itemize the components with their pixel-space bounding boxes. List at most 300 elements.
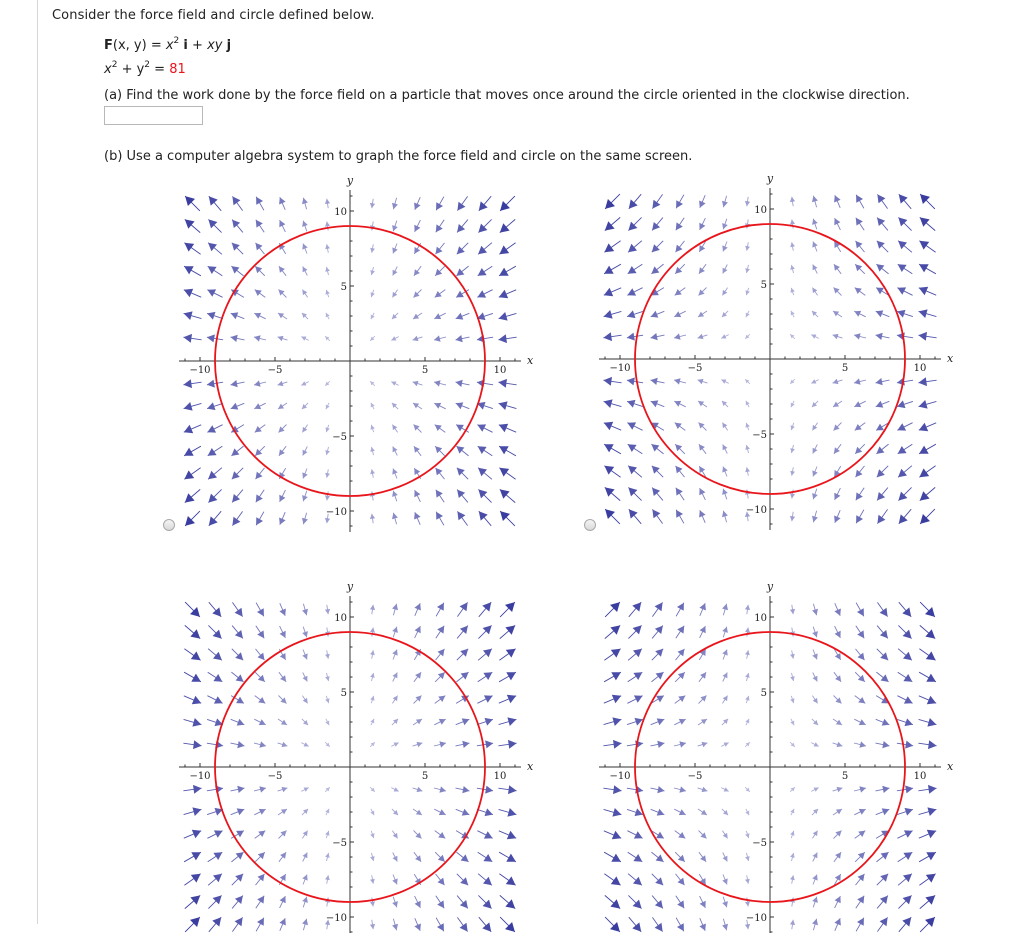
field-arrow-icon xyxy=(603,740,621,749)
field-arrow-icon xyxy=(457,220,468,233)
field-arrow-icon xyxy=(456,741,470,748)
field-arrow-icon xyxy=(185,895,200,908)
field-arrow-icon xyxy=(302,650,307,660)
field-arrow-icon xyxy=(391,382,398,386)
field-arrow-icon xyxy=(699,488,705,500)
field-arrow-icon xyxy=(499,808,517,817)
field-arrow-icon xyxy=(856,195,864,209)
field-arrow-icon xyxy=(413,719,422,725)
field-arrow-icon xyxy=(280,896,286,908)
field-arrow-icon xyxy=(627,718,643,726)
svg-text:x: x xyxy=(947,760,954,773)
field-arrow-icon xyxy=(415,896,421,908)
field-arrow-icon xyxy=(722,627,728,638)
field-arrow-icon xyxy=(392,244,397,254)
field-arrow-icon xyxy=(675,696,686,704)
field-arrow-icon xyxy=(722,401,728,407)
field-arrow-icon xyxy=(856,896,864,908)
field-arrow-icon xyxy=(392,696,397,704)
field-arrow-icon xyxy=(898,874,912,886)
field-arrow-icon xyxy=(920,602,935,617)
field-arrow-icon xyxy=(675,672,685,682)
field-arrow-icon xyxy=(498,785,516,794)
field-arrow-icon xyxy=(676,195,684,209)
field-arrow-icon xyxy=(183,740,201,749)
field-arrow-icon xyxy=(184,402,202,411)
field-arrow-icon xyxy=(392,809,398,815)
field-arrow-icon xyxy=(746,311,750,317)
field-arrow-icon xyxy=(897,696,912,704)
field-arrow-icon xyxy=(854,809,865,815)
field-arrow-icon xyxy=(676,241,685,252)
field-arrow-icon xyxy=(303,673,308,682)
field-arrow-icon xyxy=(722,311,728,317)
field-arrow-icon xyxy=(603,785,621,794)
field-arrow-icon xyxy=(185,917,200,932)
field-arrow-icon xyxy=(413,336,423,341)
svg-text:5: 5 xyxy=(760,688,767,699)
field-arrow-icon xyxy=(414,197,421,210)
field-arrow-icon xyxy=(326,290,330,297)
field-arrow-icon xyxy=(856,466,865,477)
field-arrow-icon xyxy=(605,217,620,230)
field-arrow-icon xyxy=(434,403,445,409)
field-arrow-icon xyxy=(478,649,492,661)
svg-text:−5: −5 xyxy=(267,365,283,376)
field-arrow-icon xyxy=(393,267,398,276)
field-arrow-icon xyxy=(745,220,750,229)
field-arrow-icon xyxy=(207,425,222,433)
field-arrow-icon xyxy=(897,332,913,340)
field-arrow-icon xyxy=(231,808,245,815)
svg-text:5: 5 xyxy=(421,365,429,376)
field-arrow-icon xyxy=(834,488,840,500)
field-arrow-icon xyxy=(834,852,841,862)
field-arrow-icon xyxy=(651,809,665,816)
field-arrow-icon xyxy=(698,719,707,725)
field-arrow-icon xyxy=(652,241,663,252)
field-arrow-icon xyxy=(184,649,200,661)
field-arrow-icon xyxy=(436,626,444,638)
field-arrow-icon xyxy=(256,896,264,908)
field-arrow-icon xyxy=(605,895,620,908)
field-arrow-icon xyxy=(876,808,890,815)
field-arrow-icon xyxy=(919,874,935,886)
field-arrow-icon xyxy=(325,381,330,386)
problem-intro: Consider the force field and circle defined below. xyxy=(52,8,375,23)
field-arrow-icon xyxy=(371,425,375,432)
field-arrow-icon xyxy=(184,266,201,276)
field-arrow-icon xyxy=(370,650,375,658)
field-arrow-icon xyxy=(303,447,308,456)
svg-text:−10: −10 xyxy=(745,505,767,516)
field-arrow-icon xyxy=(456,672,468,682)
field-arrow-icon xyxy=(479,917,491,932)
field-arrow-icon xyxy=(477,312,493,320)
field-arrow-icon xyxy=(325,853,330,861)
svg-text:10: 10 xyxy=(754,205,767,216)
field-arrow-icon xyxy=(722,219,728,230)
field-arrow-icon xyxy=(370,787,375,792)
field-arrow-icon xyxy=(302,627,308,638)
field-arrow-icon xyxy=(208,446,223,456)
field-arrow-icon xyxy=(897,785,913,793)
field-arrow-icon xyxy=(231,266,243,276)
field-arrow-icon xyxy=(745,719,749,725)
field-arrow-icon xyxy=(651,852,663,862)
field-arrow-icon xyxy=(652,626,663,639)
field-arrow-icon xyxy=(232,626,243,639)
field-arrow-icon xyxy=(877,488,888,501)
field-arrow-icon xyxy=(370,605,375,614)
field-arrow-icon xyxy=(498,334,516,343)
field-arrow-icon xyxy=(676,649,685,660)
field-arrow-icon xyxy=(185,602,200,617)
field-arrow-icon xyxy=(500,625,515,638)
field-arrow-icon xyxy=(254,380,266,386)
field-arrow-icon xyxy=(628,874,642,886)
field-arrow-icon xyxy=(790,787,795,792)
field-arrow-icon xyxy=(254,809,265,815)
field-arrow-icon xyxy=(370,673,375,681)
field-arrow-icon xyxy=(854,333,866,339)
field-arrow-icon xyxy=(834,218,840,230)
field-arrow-icon xyxy=(392,290,397,298)
field-arrow-icon xyxy=(435,446,445,456)
field-arrow-icon xyxy=(790,334,795,339)
field-arrow-icon xyxy=(232,896,243,909)
field-arrow-icon xyxy=(325,267,330,275)
field-arrow-icon xyxy=(302,469,307,479)
field-arrow-icon xyxy=(791,311,795,317)
field-arrow-icon xyxy=(604,264,621,274)
field-arrow-icon xyxy=(876,786,890,793)
field-arrow-icon xyxy=(855,672,865,682)
field-arrow-icon xyxy=(790,628,795,637)
field-arrow-icon xyxy=(674,333,686,339)
field-arrow-icon xyxy=(500,511,515,526)
field-arrow-icon xyxy=(676,488,684,500)
field-arrow-icon xyxy=(435,672,445,682)
field-arrow-icon xyxy=(877,626,888,639)
field-arrow-icon xyxy=(326,425,330,432)
field-arrow-icon xyxy=(207,289,222,297)
svg-text:−5: −5 xyxy=(687,363,703,374)
field-arrow-icon xyxy=(231,852,243,862)
field-arrow-icon xyxy=(370,853,375,861)
field-arrow-icon xyxy=(604,310,622,319)
field-arrow-icon xyxy=(855,288,866,296)
field-arrow-icon xyxy=(919,696,936,704)
radio-option-1[interactable] xyxy=(163,519,175,531)
field-arrow-icon xyxy=(456,266,468,276)
svg-text:5: 5 xyxy=(421,771,429,782)
svg-text:5: 5 xyxy=(340,282,347,293)
field-arrow-icon xyxy=(652,649,663,660)
field-arrow-icon xyxy=(185,489,200,502)
field-arrow-icon xyxy=(627,422,642,430)
field-arrow-icon xyxy=(231,672,243,682)
field-arrow-icon xyxy=(604,422,621,430)
field-arrow-icon xyxy=(479,511,491,526)
field-arrow-icon xyxy=(256,626,264,638)
field-arrow-icon xyxy=(628,895,641,908)
field-arrow-icon xyxy=(256,649,265,660)
field-arrow-icon xyxy=(414,490,420,502)
field-arrow-icon xyxy=(279,290,287,298)
field-arrow-icon xyxy=(413,809,422,815)
field-arrow-icon xyxy=(325,875,330,883)
field-arrow-icon xyxy=(392,875,397,885)
field-arrow-icon xyxy=(302,875,307,885)
field-arrow-icon xyxy=(232,649,243,660)
field-arrow-icon xyxy=(325,650,330,658)
field-arrow-icon xyxy=(232,602,242,616)
field-arrow-icon xyxy=(370,742,375,747)
field-arrow-icon xyxy=(856,218,864,230)
field-arrow-icon xyxy=(370,628,375,637)
field-arrow-icon xyxy=(435,290,446,298)
field-arrow-icon xyxy=(325,673,330,681)
field-arrow-icon xyxy=(833,742,843,747)
svg-text:y: y xyxy=(346,174,354,187)
field-arrow-icon xyxy=(301,337,308,341)
field-arrow-icon xyxy=(325,787,330,792)
field-arrow-icon xyxy=(833,719,842,725)
field-arrow-icon xyxy=(207,808,223,816)
field-arrow-icon xyxy=(302,244,307,254)
field-arrow-icon xyxy=(604,444,621,454)
field-arrow-icon xyxy=(457,874,468,885)
field-arrow-icon xyxy=(811,742,818,746)
field-arrow-icon xyxy=(302,221,308,232)
field-arrow-icon xyxy=(256,603,264,617)
field-arrow-icon xyxy=(605,625,620,638)
field-arrow-icon xyxy=(722,897,728,908)
field-arrow-icon xyxy=(898,672,913,682)
field-arrow-icon xyxy=(919,830,936,838)
field-arrow-icon xyxy=(498,740,516,749)
field-arrow-icon xyxy=(877,874,888,885)
svg-text:x: x xyxy=(527,760,534,773)
svg-text:−5: −5 xyxy=(752,430,767,441)
left-border xyxy=(37,0,38,924)
part-b-question: (b) Use a computer algebra system to graph the force field and circle on the same screen. xyxy=(104,149,693,164)
field-arrow-icon xyxy=(919,807,937,816)
field-arrow-icon xyxy=(722,467,727,477)
field-arrow-icon xyxy=(812,719,818,725)
field-arrow-icon xyxy=(392,469,397,479)
radius-squared-value: 81 xyxy=(169,62,186,77)
field-arrow-icon xyxy=(675,444,685,454)
field-arrow-icon xyxy=(722,489,728,500)
field-arrow-icon xyxy=(255,672,265,682)
field-arrow-icon xyxy=(478,672,493,682)
field-arrow-icon xyxy=(325,199,330,208)
field-arrow-icon xyxy=(303,267,308,276)
field-arrow-icon xyxy=(812,401,818,407)
field-arrow-icon xyxy=(699,423,707,431)
field-arrow-icon xyxy=(207,402,223,410)
field-arrow-icon xyxy=(812,467,817,477)
field-arrow-icon xyxy=(675,288,686,296)
field-arrow-icon xyxy=(370,336,375,341)
field-arrow-icon xyxy=(302,897,308,908)
field-arrow-icon xyxy=(325,898,330,907)
field-arrow-icon xyxy=(207,785,223,793)
part-a-answer-input[interactable] xyxy=(104,106,203,125)
field-arrow-icon xyxy=(919,309,937,318)
field-arrow-icon xyxy=(302,290,307,298)
field-arrow-icon xyxy=(436,512,444,526)
field-arrow-icon xyxy=(791,288,795,295)
field-arrow-icon xyxy=(414,603,421,616)
field-arrow-icon xyxy=(919,241,935,253)
field-arrow-icon xyxy=(370,267,375,275)
field-arrow-icon xyxy=(301,788,308,792)
field-arrow-icon xyxy=(477,335,493,343)
svg-text:5: 5 xyxy=(841,363,849,374)
field-arrow-icon xyxy=(413,313,422,319)
field-arrow-icon xyxy=(184,874,200,886)
field-arrow-icon xyxy=(604,717,622,726)
field-arrow-icon xyxy=(745,242,750,250)
field-arrow-icon xyxy=(184,672,201,682)
field-arrow-icon xyxy=(699,852,706,862)
field-arrow-icon xyxy=(721,380,728,384)
field-arrow-icon xyxy=(207,380,223,388)
field-arrow-icon xyxy=(500,602,515,617)
field-arrow-icon xyxy=(676,896,684,908)
svg-text:10: 10 xyxy=(754,613,767,624)
svg-text:x: x xyxy=(947,352,954,365)
field-arrow-icon xyxy=(232,243,243,254)
field-arrow-icon xyxy=(722,288,727,296)
field-arrow-icon xyxy=(414,696,422,704)
field-arrow-icon xyxy=(627,786,643,794)
field-arrow-icon xyxy=(897,287,912,295)
field-arrow-icon xyxy=(627,310,643,318)
radio-option-2[interactable] xyxy=(584,519,596,531)
field-arrow-icon xyxy=(627,288,642,296)
field-arrow-icon xyxy=(834,264,841,274)
part-a-question: (a) Find the work done by the force field on a particle that moves once around the circle oriented in the clockwise direction. xyxy=(104,88,910,103)
field-arrow-icon xyxy=(746,401,750,407)
field-arrow-icon xyxy=(918,740,936,749)
field-arrow-icon xyxy=(457,511,467,525)
field-arrow-icon xyxy=(415,626,421,638)
field-arrow-icon xyxy=(722,604,728,615)
field-arrow-icon xyxy=(391,787,398,791)
field-arrow-icon xyxy=(745,742,750,747)
field-arrow-icon xyxy=(745,696,749,703)
field-arrow-icon xyxy=(700,626,706,638)
field-arrow-icon xyxy=(302,831,307,839)
field-arrow-icon xyxy=(232,917,242,931)
field-arrow-icon xyxy=(790,379,795,384)
svg-text:10: 10 xyxy=(913,771,927,782)
field-arrow-icon xyxy=(651,378,665,385)
field-arrow-icon xyxy=(231,741,245,748)
field-arrow-icon xyxy=(434,741,446,747)
field-arrow-icon xyxy=(790,265,795,273)
field-arrow-icon xyxy=(919,466,935,478)
field-arrow-icon xyxy=(208,895,221,908)
field-arrow-icon xyxy=(208,489,221,502)
field-arrow-icon xyxy=(790,853,795,861)
field-arrow-icon xyxy=(457,896,468,909)
field-arrow-icon xyxy=(457,917,467,931)
field-arrow-icon xyxy=(899,509,911,524)
field-arrow-icon xyxy=(813,445,818,454)
field-arrow-icon xyxy=(499,831,516,839)
field-arrow-icon xyxy=(231,335,245,342)
field-arrow-icon xyxy=(478,895,491,908)
field-arrow-icon xyxy=(414,446,421,456)
field-arrow-icon xyxy=(722,242,727,252)
field-arrow-icon xyxy=(699,444,706,454)
field-arrow-icon xyxy=(325,447,330,455)
field-arrow-icon xyxy=(898,444,913,454)
field-arrow-icon xyxy=(185,625,200,638)
field-arrow-icon xyxy=(698,787,708,792)
field-arrow-icon xyxy=(920,487,935,500)
field-arrow-icon xyxy=(325,469,330,477)
field-arrow-icon xyxy=(185,196,200,211)
field-arrow-icon xyxy=(877,466,888,477)
field-arrow-icon xyxy=(278,787,288,792)
field-arrow-icon xyxy=(256,468,265,479)
field-arrow-icon xyxy=(897,423,912,431)
field-arrow-icon xyxy=(436,896,444,908)
field-arrow-icon xyxy=(392,831,397,839)
vector-field-plot-top-left xyxy=(160,165,560,545)
field-arrow-icon xyxy=(184,830,201,838)
field-arrow-icon xyxy=(897,400,913,408)
field-arrow-icon xyxy=(652,602,662,616)
field-arrow-icon xyxy=(436,649,445,660)
field-arrow-icon xyxy=(812,809,818,815)
field-arrow-icon xyxy=(835,896,841,908)
field-arrow-icon xyxy=(745,467,750,475)
field-arrow-icon xyxy=(370,447,375,455)
field-arrow-icon xyxy=(918,332,936,341)
field-arrow-icon xyxy=(370,809,374,815)
field-arrow-icon xyxy=(478,852,493,862)
field-arrow-icon xyxy=(745,875,750,883)
field-arrow-icon xyxy=(457,649,468,660)
field-arrow-icon xyxy=(834,510,841,523)
field-arrow-icon xyxy=(413,787,423,792)
field-arrow-icon xyxy=(392,403,398,409)
field-arrow-icon xyxy=(208,243,222,255)
field-arrow-icon xyxy=(370,514,375,523)
field-arrow-icon xyxy=(745,605,750,614)
field-arrow-icon xyxy=(435,831,446,839)
field-arrow-icon xyxy=(833,379,843,384)
field-arrow-icon xyxy=(499,446,516,456)
field-arrow-icon xyxy=(790,605,795,614)
field-arrow-icon xyxy=(207,741,223,749)
field-arrow-icon xyxy=(325,719,329,725)
field-arrow-icon xyxy=(876,378,890,385)
field-arrow-icon xyxy=(745,673,750,681)
field-arrow-icon xyxy=(413,381,423,386)
field-arrow-icon xyxy=(627,695,642,703)
svg-text:−10: −10 xyxy=(325,913,347,924)
svg-text:−10: −10 xyxy=(189,771,211,782)
field-arrow-icon xyxy=(325,222,330,231)
